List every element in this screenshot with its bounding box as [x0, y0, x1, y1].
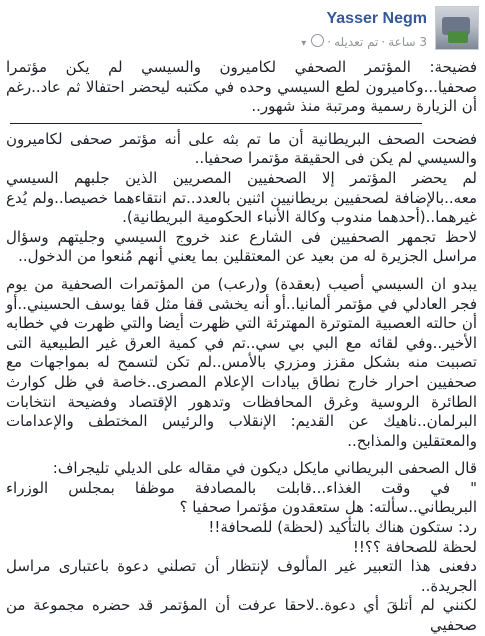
author-name[interactable]: Yasser Negm	[326, 10, 427, 27]
post-paragraph: يبدو ان السيسي أصيب (بعقدة) و(رعب) من المؤتمرات الصحفية من يوم فجر العادلي في مؤتمر ألمانيا..أو أنه يخشى قفا مثل قفا يوسف الحسيني..أو أن حالته العصبية المتوترة المهترئة التي ظهرت أيضا والتي ظهرت في خطابه الأخير..وفي لقائه مع البي بي سي..تم في كمية العرق غير الطبيعية التى تصببت منه بشكل مقزز ومزري بالأمس..لم تكن لتسمح له بمواجهات مع صحفيين احرار خارج نطاق بيادات الإعلام المصرى..خاصة في ظل كوارث الطائرة الروسية وغرق المحافظات وتدهور الإقتصاد وفضيحة انتخابات البرلمان..ناهيك عن القديم: الإنقلاب والرئيس المختطف والإعدامات والمعتقلين والمذابح..	[6, 274, 477, 450]
meta-separator: ·	[327, 35, 332, 49]
post-paragraph: فضحت الصحف البريطانية أن ما تم بثه على أنه مؤتمر صحفى لكاميرون والسيسي لم يكن فى الحقيقة مؤتمرا صحفيا..	[6, 129, 477, 168]
post-body	[6, 58, 477, 636]
meta-separator: ·	[381, 35, 386, 49]
avatar-photo-shape	[448, 31, 468, 43]
post-intro: فضيحة: المؤتمر الصحفي لكاميرون والسيسي لم يكن مؤتمرا صحفيا...وكاميرون لطع السيسي وحده في مكتبه ليحضر احتفالا ثم عاد..رغم أن الزيارة رسمية ومرتبة منذ شهور..	[6, 58, 477, 116]
paragraph-gap	[6, 451, 477, 459]
post-header	[6, 4, 479, 56]
chevron-down-icon[interactable]: ▾	[301, 38, 307, 49]
divider-line	[10, 123, 422, 124]
edited-label[interactable]: تم تعديله	[334, 35, 379, 49]
post-paragraph: قال الصحفى البريطاني مايكل ديكون في مقاله على الديلي تليجراف: " في وقت الغذاء...قابلت بالمصادفة موظفا بمجلس الوزراء البريطاني..سألته: هل ستعقدون مؤتمرا صحفيا ؟ رد: ستكون هناك بالتأكيد (لحظة) للصحافة!! لحظة للصحافة ؟؟!! دفعنى هذا التعبير غير المألوف لإنتظار أن تصلني دعوة باعتبارى مراسل الجريدة.. لكنني لم أتلقَ أي دعوة..لاحقا عرفت أن المؤتمر قد حضره مجموعة من صحفيي	[6, 459, 477, 635]
globe-icon[interactable]	[311, 34, 324, 47]
paragraph-gap	[6, 267, 477, 275]
author-avatar[interactable]	[435, 6, 479, 50]
post-paragraph: لم يحضر المؤتمر إلا الصحفيين المصريين الذين جلبهم السيسي معه..بالإضافة لصحفيين بريطانيين اثنين بالعدد..تم انتقاءهما خصيصا..ولم يُدع غيرهما..(أحدهما مندوب وكالة الأنباء الحكومية البريطانية).	[6, 168, 477, 227]
post-paragraph: لاحظ تجمهر الصحفيين فى الشارع عند خروج السيسي وجليتهم وسؤال مراسل الجزيرة له من بعيد عن المعتقلين بما يعني أنهم مُنعوا من الدخول..	[6, 227, 477, 266]
post-time[interactable]: 3 ساعة	[388, 35, 427, 49]
post-meta	[301, 34, 427, 49]
